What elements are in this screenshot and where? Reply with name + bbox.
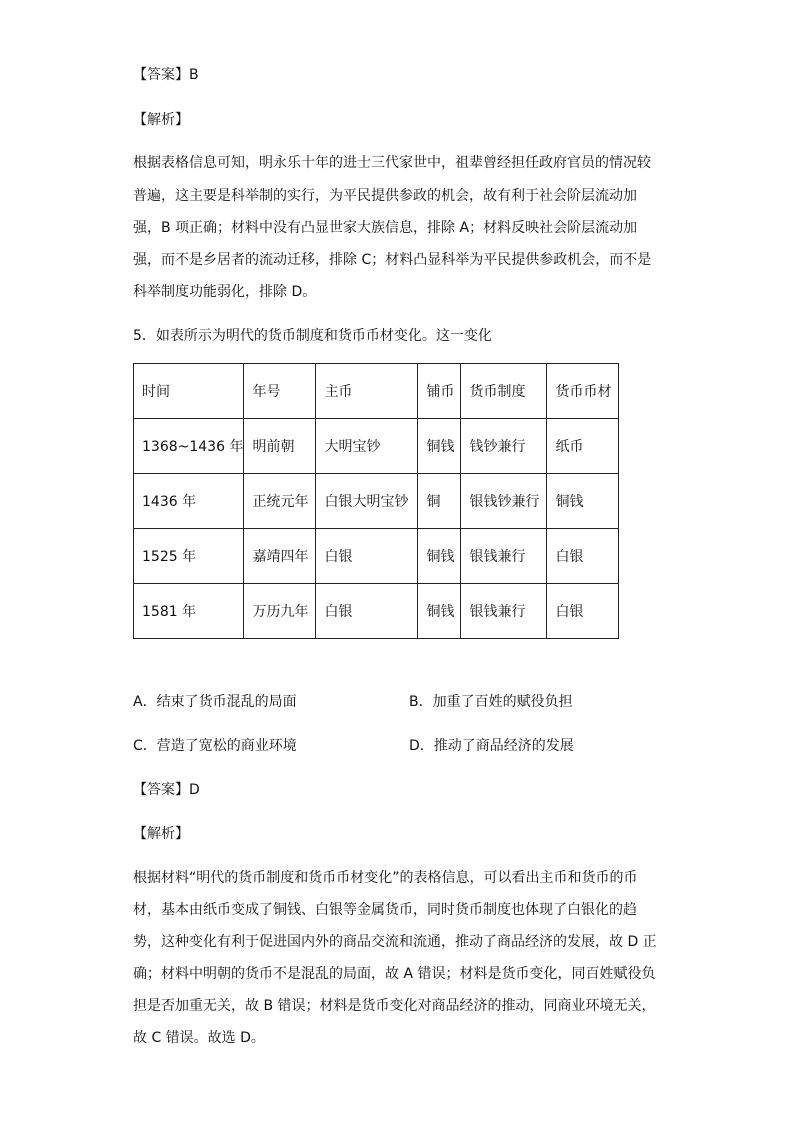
table-header-cell: 年号 <box>244 364 316 419</box>
table-cell: 银钱兼行 <box>461 584 547 639</box>
table-cell: 1436 年 <box>134 474 244 529</box>
table-cell: 白银 <box>316 529 418 584</box>
table-header-cell: 时间 <box>134 364 244 419</box>
table-header-cell: 货币币材 <box>547 364 619 419</box>
table-cell: 明前朝 <box>244 419 316 474</box>
prev-analysis-line: 根据表格信息可知，明永乐十年的进士三代家世中，祖辈曾经担任政府官员的情况较 <box>133 155 651 171</box>
analysis-line: 担是否加重无关，故 B 错误；材料是货币变化对商品经济的推动，同商业环境无关， <box>133 998 656 1014</box>
option-d: D．推动了商品经济的发展 <box>409 738 574 754</box>
table-row <box>134 584 619 639</box>
table-cell: 纸币 <box>547 419 619 474</box>
table-header-row <box>134 364 619 419</box>
table-cell: 白银 <box>316 584 418 639</box>
prev-analysis-label: 【解析】 <box>133 112 189 128</box>
table-header-cell: 铺币 <box>418 364 461 419</box>
table-header-cell: 主币 <box>316 364 418 419</box>
analysis-line: 故 C 错误。故选 D。 <box>133 1030 265 1046</box>
prev-analysis-line: 科举制度功能弱化，排除 D。 <box>133 284 317 300</box>
table-header-cell: 货币制度 <box>461 364 547 419</box>
table-cell: 白银 <box>547 584 619 639</box>
analysis-line: 势，这种变化有利于促进国内外的商品交流和流通，推动了商品经济的发展，故 D 正 <box>133 934 657 950</box>
table-cell: 铜钱 <box>418 584 461 639</box>
table-cell: 白银大明宝钞 <box>316 474 418 529</box>
analysis-line: 根据材料“明代的货币制度和货币币材变化”的表格信息，可以看出主币和货币的币 <box>133 870 638 886</box>
analysis-label: 【解析】 <box>133 826 189 842</box>
table-cell: 正统元年 <box>244 474 316 529</box>
prev-analysis-line: 强，而不是乡居者的流动迁移，排除 C；材料凸显科举为平民提供参政机会，而不是 <box>133 252 652 268</box>
analysis-line: 材，基本由纸币变成了铜钱、白银等金属货币，同时货币制度也体现了白银化的趋 <box>133 902 637 918</box>
table-cell: 万历九年 <box>244 584 316 639</box>
table-row <box>134 474 619 529</box>
option-b: B．加重了百姓的赋役负担 <box>409 694 573 710</box>
prev-analysis-line: 强，B 项正确；材料中没有凸显世家大族信息，排除 A；材料反映社会阶层流动加 <box>133 220 638 236</box>
table-cell: 1525 年 <box>134 529 244 584</box>
prev-answer: 【答案】B <box>133 67 199 83</box>
table-cell: 大明宝钞 <box>316 419 418 474</box>
table-cell: 银钱兼行 <box>461 529 547 584</box>
option-c: C．营造了宽松的商业环境 <box>133 738 297 754</box>
table-cell: 钱钞兼行 <box>461 419 547 474</box>
option-a: A．结束了货币混乱的局面 <box>133 694 297 710</box>
table-row <box>134 419 619 474</box>
table-cell: 白银 <box>547 529 619 584</box>
table-cell: 1368~1436 年 <box>134 419 244 474</box>
currency-table <box>133 363 619 639</box>
table-cell: 铜钱 <box>418 419 461 474</box>
table-cell: 1581 年 <box>134 584 244 639</box>
answer-label: 【答案】D <box>133 782 200 798</box>
analysis-line: 确；材料中明朝的货币不是混乱的局面，故 A 错误；材料是货币变化，同百姓赋役负 <box>133 966 656 982</box>
table-cell: 铜钱 <box>418 529 461 584</box>
table-cell: 铜 <box>418 474 461 529</box>
prev-analysis-line: 普遍，这主要是科举制的实行，为平民提供参政的机会，故有利于社会阶层流动加 <box>133 188 637 204</box>
table-cell: 嘉靖四年 <box>244 529 316 584</box>
table-row <box>134 529 619 584</box>
table-cell: 银钱钞兼行 <box>461 474 547 529</box>
table-cell: 铜钱 <box>547 474 619 529</box>
question-stem: 5．如表所示为明代的货币制度和货币币材变化。这一变化 <box>133 328 492 344</box>
